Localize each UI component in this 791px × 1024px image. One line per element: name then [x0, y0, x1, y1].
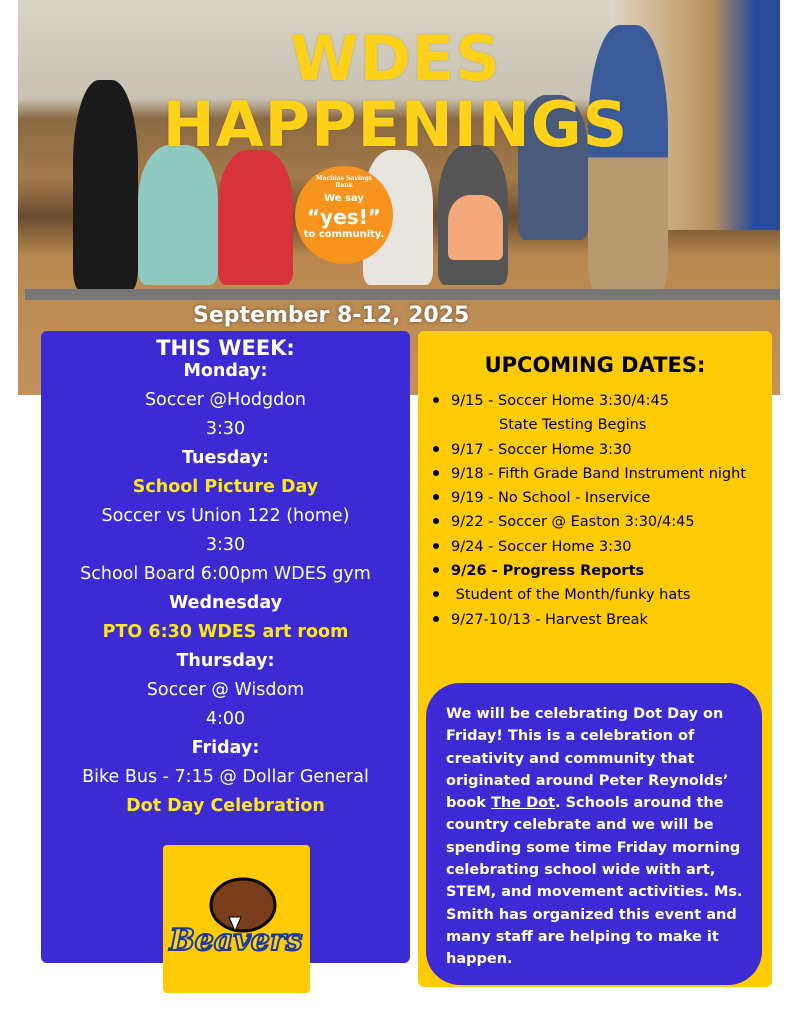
title-wdes: WDES [290, 22, 501, 95]
week-line: School Picture Day [132, 477, 319, 497]
week-line: Thursday: [176, 651, 275, 671]
bullet-icon [433, 397, 439, 403]
beavers-logo [163, 845, 310, 993]
upcoming-item-text: 9/18 - Fifth Grade Band Instrument night [451, 465, 746, 482]
upcoming-item-text: 9/24 - Soccer Home 3:30 [451, 538, 632, 555]
sign-brand: Machias Savings Bank [315, 175, 373, 189]
this-week-heading: THIS WEEK: [156, 336, 295, 360]
week-line: Soccer @ Wisdom [146, 680, 305, 700]
upcoming-item [430, 559, 746, 583]
bullet-icon [433, 518, 439, 524]
upcoming-panel [418, 331, 772, 987]
upcoming-list [430, 389, 746, 632]
week-line: Bike Bus - 7:15 @ Dollar General [82, 767, 369, 787]
sign-line: We say [324, 193, 364, 205]
divider-bar [25, 289, 780, 300]
date-range: September 8-12, 2025 [193, 303, 470, 328]
week-line: PTO 6:30 WDES art room [102, 622, 349, 642]
person [218, 150, 293, 285]
upcoming-item [430, 438, 746, 462]
bullet-icon [433, 543, 439, 549]
dot-day-announcement [426, 683, 762, 985]
bullet-icon [433, 616, 439, 622]
upcoming-item-text: 9/15 - Soccer Home 3:30/4:45 [451, 393, 669, 409]
upcoming-item [430, 462, 746, 486]
person [448, 195, 503, 260]
upcoming-item-text: 9/19 - No School - Inservice [451, 490, 651, 507]
upcoming-item-text: 9/26 - Progress Reports [451, 563, 645, 580]
upcoming-item [430, 510, 746, 534]
week-line: Friday: [191, 738, 260, 758]
week-line: Tuesday: [182, 448, 269, 468]
bullet-icon [433, 494, 439, 500]
bullet-icon [433, 470, 439, 476]
upcoming-item [430, 389, 746, 413]
upcoming-item-text: 9/22 - Soccer @ Easton 3:30/4:45 [451, 514, 695, 531]
community-sign [295, 166, 393, 264]
week-line: Monday: [183, 361, 268, 381]
bullet-icon [433, 567, 439, 573]
week-line: Wednesday [168, 593, 283, 613]
upcoming-item [430, 486, 746, 510]
bullet-icon [433, 591, 439, 597]
week-line: Dot Day Celebration [126, 796, 325, 816]
sign-line: to community. [303, 229, 385, 241]
upcoming-item-text: Student of the Month/funky hats [451, 587, 691, 604]
this-week-panel [41, 331, 410, 963]
beaver-mascot-icon [163, 845, 310, 993]
upcoming-heading: UPCOMING DATES: [484, 353, 706, 377]
upcoming-item [430, 608, 746, 632]
dot-day-text: We will be celebrating Dot Day on Friday! This is a celebration of creativity and community that originated around Peter Reynolds’ book [446, 706, 729, 812]
svg-text:Beavers: Beavers [169, 923, 303, 958]
upcoming-item [430, 535, 746, 559]
person [138, 145, 218, 285]
book-title: The Dot [491, 795, 556, 812]
week-line: School Board 6:00pm WDES gym [80, 564, 371, 584]
upcoming-item-text: 9/17 - Soccer Home 3:30 [451, 441, 632, 458]
title-happenings: HAPPENINGS [162, 88, 629, 161]
week-line: Soccer @Hodgdon [144, 390, 307, 410]
upcoming-item [430, 583, 746, 607]
week-line: Soccer vs Union 122 (home) [101, 506, 350, 526]
week-line: 4:00 [205, 709, 246, 729]
week-line: 3:30 [205, 419, 246, 439]
upcoming-item [430, 413, 746, 437]
dot-day-text: . Schools around the country celebrate and we will be spending some time Friday morning celebrating school wide with art, STEM, and movement activities. Ms. Smith has organized this event and many staff are helping to make it happen. [446, 795, 743, 968]
bullet-icon [433, 446, 439, 452]
week-line: 3:30 [205, 535, 246, 555]
upcoming-item-text: State Testing Begins [499, 417, 647, 434]
upcoming-item-text: 9/27-10/13 - Harvest Break [451, 611, 648, 628]
sign-line: “yes!” [307, 205, 381, 230]
